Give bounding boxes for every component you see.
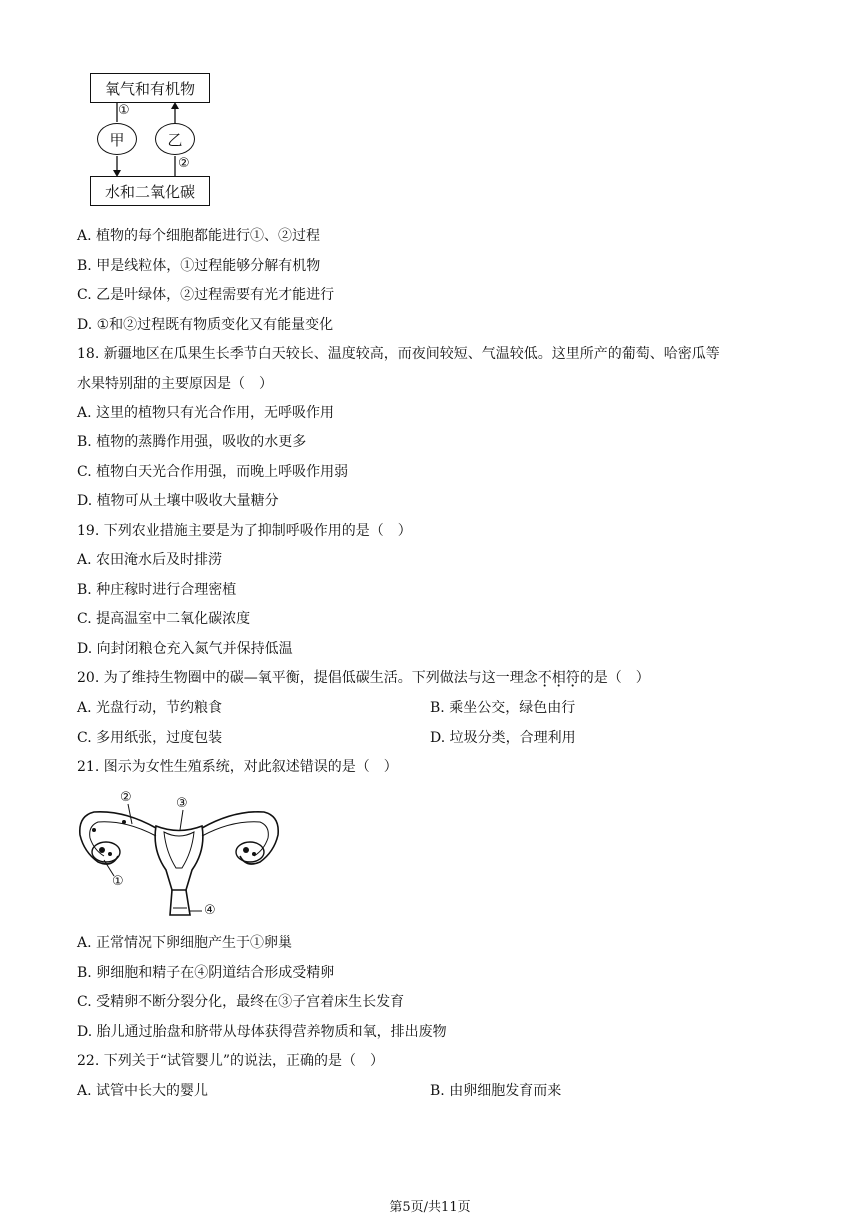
circle-yi xyxy=(155,123,195,155)
page-footer: 第5页/共11页 xyxy=(389,1200,471,1215)
label-uterus-mark: ③ xyxy=(176,796,188,811)
bottom-box-water-co2 xyxy=(90,176,210,206)
process-1-mark: ① xyxy=(118,103,130,118)
top-box-oxygen-organic xyxy=(90,73,210,103)
q17-option-b: B. 甲是线粒体，①过程能够分解有机物 xyxy=(77,258,321,274)
label-vagina-mark: ④ xyxy=(204,903,216,918)
q19-option-c: C. 提高温室中二氧化碳浓度 xyxy=(77,611,251,627)
q20-stem xyxy=(77,669,650,687)
q19-stem: 19. 下列农业措施主要是为了抑制呼吸作用的是（ ） xyxy=(77,523,412,539)
q17-option-d: D. ①和②过程既有物质变化又有能量变化 xyxy=(77,317,334,333)
q22-option-b: B. 由卵细胞发育而来 xyxy=(430,1083,562,1099)
q20-stem-post: 的是（ ） xyxy=(579,670,650,686)
q18-option-b: B. 植物的蒸腾作用强，吸收的水更多 xyxy=(77,434,307,450)
label-tube-mark: ② xyxy=(120,790,132,805)
circle-yi-label: 乙 xyxy=(167,130,183,149)
q19-option-b: B. 种庄稼时进行合理密植 xyxy=(77,582,237,598)
q18-option-c: C. 植物白天光合作用强，而晚上呼吸作用弱 xyxy=(77,464,349,480)
q18-stem-line1: 18. 新疆地区在瓜果生长季节白天较长、温度较高，而夜间较短、气温较低。这里所产的葡萄、哈密瓜等 xyxy=(77,346,720,362)
q21-option-b: B. 卵细胞和精子在④阴道结合形成受精卵 xyxy=(77,965,335,981)
top-box-label: 氧气和有机物 xyxy=(104,79,195,98)
q20-stem-pre: 20. 为了维持生物圈中的碳—氧平衡，提倡低碳生活。下列做法与这一理念 xyxy=(77,670,538,686)
q19-option-a: A. 农田淹水后及时排涝 xyxy=(77,552,223,568)
process-2-mark: ② xyxy=(178,156,190,171)
q21-option-d: D. 胎儿通过胎盘和脐带从母体获得营养物质和氧，排出废物 xyxy=(77,1024,447,1040)
q20-option-d: D. 垃圾分类，合理利用 xyxy=(430,730,576,746)
q21-option-c: C. 受精卵不断分裂分化，最终在③子宫着床生长发育 xyxy=(77,994,405,1010)
q21-stem: 21. 图示为女性生殖系统，对此叙述错误的是（ ） xyxy=(77,759,398,775)
q20-emph-char: 不 xyxy=(537,670,552,686)
q17-option-c: C. 乙是叶绿体，②过程需要有光才能进行 xyxy=(77,287,335,303)
q20-emph-char: 符 xyxy=(565,670,580,686)
circle-jia xyxy=(97,123,137,155)
q22-option-a: A. 试管中长大的婴儿 xyxy=(77,1083,209,1099)
q20-option-a: A. 光盘行动，节约粮食 xyxy=(77,700,223,716)
q21-option-a: A. 正常情况下卵细胞产生于①卵巢 xyxy=(77,935,293,951)
q20-emph-char: 相 xyxy=(551,670,566,686)
female-reproductive-diagram xyxy=(74,790,284,925)
q17-option-a: A. 植物的每个细胞都能进行①、②过程 xyxy=(77,228,321,244)
q19-option-d: D. 向封闭粮仓充入氮气并保持低温 xyxy=(77,641,293,657)
q20-option-c: C. 多用纸张，过度包装 xyxy=(77,730,223,746)
q18-option-d: D. 植物可从土壤中吸收大量糖分 xyxy=(77,493,279,509)
label-ovary-mark: ① xyxy=(112,874,124,889)
q18-option-a: A. 这里的植物只有光合作用，无呼吸作用 xyxy=(77,405,335,421)
circle-jia-label: 甲 xyxy=(109,130,125,149)
q22-stem: 22. 下列关于“试管婴儿”的说法，正确的是（ ） xyxy=(77,1053,385,1069)
q18-stem-line2: 水果特别甜的主要原因是（ ） xyxy=(77,376,273,392)
bottom-box-label: 水和二氧化碳 xyxy=(104,182,195,201)
q20-option-b: B. 乘坐公交，绿色由行 xyxy=(430,700,576,716)
